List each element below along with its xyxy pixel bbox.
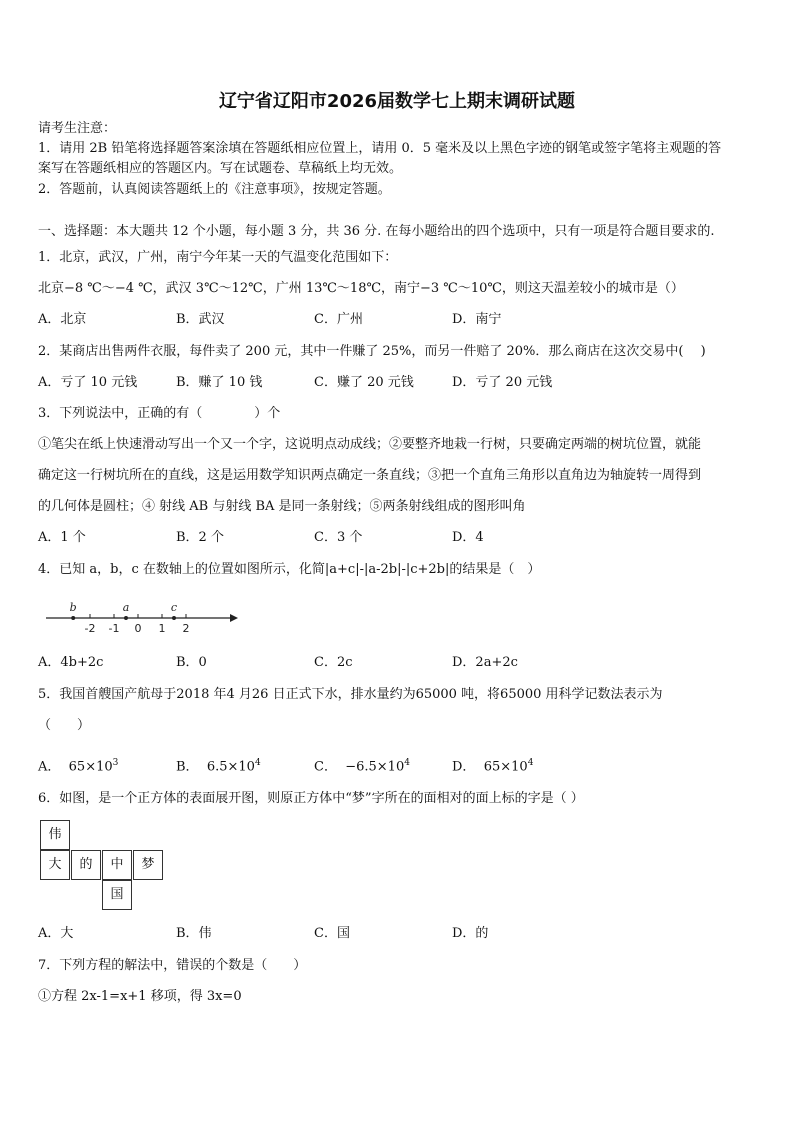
q5-stem: 5．我国首艘国产航母于2018 年4 月26 日正式下水，排水量约为65000 吨，将65000 用科学记数法表示为 xyxy=(38,687,663,702)
cube-net-figure xyxy=(38,820,164,912)
q5-option-b[interactable]: B． $6.5\times 10^4$ xyxy=(176,758,261,775)
page-title: 辽宁省辽阳市2026届数学七上期末调研试题 xyxy=(218,91,576,112)
notice-heading: 请考生注意： xyxy=(38,121,117,136)
number-line-point xyxy=(124,616,128,620)
q3-stem: 3．下列说法中，正确的有（ ）个 xyxy=(38,406,281,421)
q3-option-b[interactable]: B．2 个 xyxy=(176,530,224,545)
q4-stem: 4．已知 a，b，c 在数轴上的位置如图所示，化简|a+c|-|a-2b|-|c+2b|的结果是（ ） xyxy=(38,562,541,577)
q4-option-c[interactable]: C．2c xyxy=(314,655,353,670)
q3-line-2: 确定这一行树坑所在的直线，这是运用数学知识两点确定一条直线；③把一个直角三角形以直角边为轴旋转一周得到 xyxy=(38,468,702,483)
net-cell-1: 大 xyxy=(40,850,70,880)
q6-stem: 6．如图，是一个正方体的表面展开图，则原正方体中“梦”字所在的面相对的面上标的字是（ ） xyxy=(38,791,584,806)
number-line-arrow xyxy=(230,614,238,622)
q5-option-a[interactable]: A． $65\times 10^3$ xyxy=(38,758,119,775)
q2-stem: 2．某商店出售两件衣服，每件卖了 200 元，其中一件赚了 25%，而另一件赔了 20%．那么商店在这次交易中( ) xyxy=(38,344,706,359)
number-line-point xyxy=(71,616,75,620)
number-line-tick-label: -1 xyxy=(108,622,120,635)
q5-option-c[interactable]: C． $-6.5\times 10^4$ xyxy=(314,758,410,775)
net-cell-bottom: 国 xyxy=(102,880,132,910)
notice-line-1: 1．请用 2B 铅笔将选择题答案涂填在答题纸相应位置上，请用 0．5 毫米及以上黑色字迹的钢笔或签字笔将主观题的答 xyxy=(38,141,722,156)
q6-option-a[interactable]: A．大 xyxy=(38,926,74,941)
q2-option-d[interactable]: D．亏了 20 元钱 xyxy=(452,375,553,390)
number-line-tick-label: 1 xyxy=(158,622,166,635)
net-cell-3: 中 xyxy=(102,850,132,880)
q7-stem: 7．下列方程的解法中，错误的个数是（ ） xyxy=(38,958,307,973)
q6-option-b[interactable]: B．伟 xyxy=(176,926,212,941)
q1-option-b[interactable]: B．武汉 xyxy=(176,312,225,327)
net-cell-2: 的 xyxy=(71,850,101,880)
q1-option-c[interactable]: C．广州 xyxy=(314,312,363,327)
q1-option-d[interactable]: D．南宁 xyxy=(452,312,502,327)
q5-paren: （ ） xyxy=(38,718,91,733)
q2-option-c[interactable]: C．赚了 20 元钱 xyxy=(314,375,414,390)
number-line-point-label: c xyxy=(170,601,178,614)
q4-option-a[interactable]: A．4b+2c xyxy=(38,655,104,670)
q2-option-a[interactable]: A．亏了 10 元钱 xyxy=(38,375,138,390)
number-line-point-label: b xyxy=(69,601,77,614)
net-cell-top: 伟 xyxy=(40,820,70,850)
q3-option-a[interactable]: A．1 个 xyxy=(38,530,86,545)
q3-option-d[interactable]: D．4 xyxy=(452,530,484,545)
number-line-tick-label: 2 xyxy=(182,622,190,635)
q6-option-d[interactable]: D．的 xyxy=(452,926,489,941)
q4-option-d[interactable]: D．2a+2c xyxy=(452,655,518,670)
q1-stem: 1．北京，武汉，广州，南宁今年某一天的气温变化范围如下： xyxy=(38,250,398,265)
q5-option-d[interactable]: D． $65\times 10^4$ xyxy=(452,758,534,775)
q3-option-c[interactable]: C．3 个 xyxy=(314,530,363,545)
number-line-point-label: a xyxy=(122,601,130,614)
q4-option-b[interactable]: B．0 xyxy=(176,655,207,670)
number-line-figure xyxy=(38,596,248,636)
section-heading: 一、选择题：本大题共 12 个小题，每小题 3 分，共 36 分. 在每小题给出的四个选项中，只有一项是符合题目要求的. xyxy=(38,224,715,239)
number-line-point xyxy=(172,616,176,620)
notice-line-3: 2．答题前，认真阅读答题纸上的《注意事项》，按规定答题。 xyxy=(38,182,391,197)
q6-option-c[interactable]: C．国 xyxy=(314,926,350,941)
net-cell-4: 梦 xyxy=(133,850,163,880)
notice-line-2: 案写在答题纸相应的答题区内。写在试题卷、草稿纸上均无效。 xyxy=(38,161,403,176)
q3-line-3: 的几何体是圆柱；④ 射线 AB 与射线 BA 是同一条射线；⑤两条射线组成的图形叫角 xyxy=(38,499,526,514)
number-line-tick-label: 0 xyxy=(134,622,142,635)
number-line-tick-label: -2 xyxy=(84,622,96,635)
q2-option-b[interactable]: B．赚了 10 钱 xyxy=(176,375,263,390)
q3-line-1: ①笔尖在纸上快速滑动写出一个又一个字，这说明点动成线；②要整齐地栽一行树，只要确定两端的树坑位置，就能 xyxy=(38,437,702,452)
q1-detail: 北京−8 ℃～−4 ℃，武汉 3℃～12℃，广州 13℃～18℃，南宁−3 ℃～10℃，则这天温差较小的城市是（） xyxy=(38,281,684,296)
q7-item-1: ①方程 2x-1=x+1 移项，得 3x=0 xyxy=(38,989,242,1004)
q1-option-a[interactable]: A．北京 xyxy=(38,312,87,327)
